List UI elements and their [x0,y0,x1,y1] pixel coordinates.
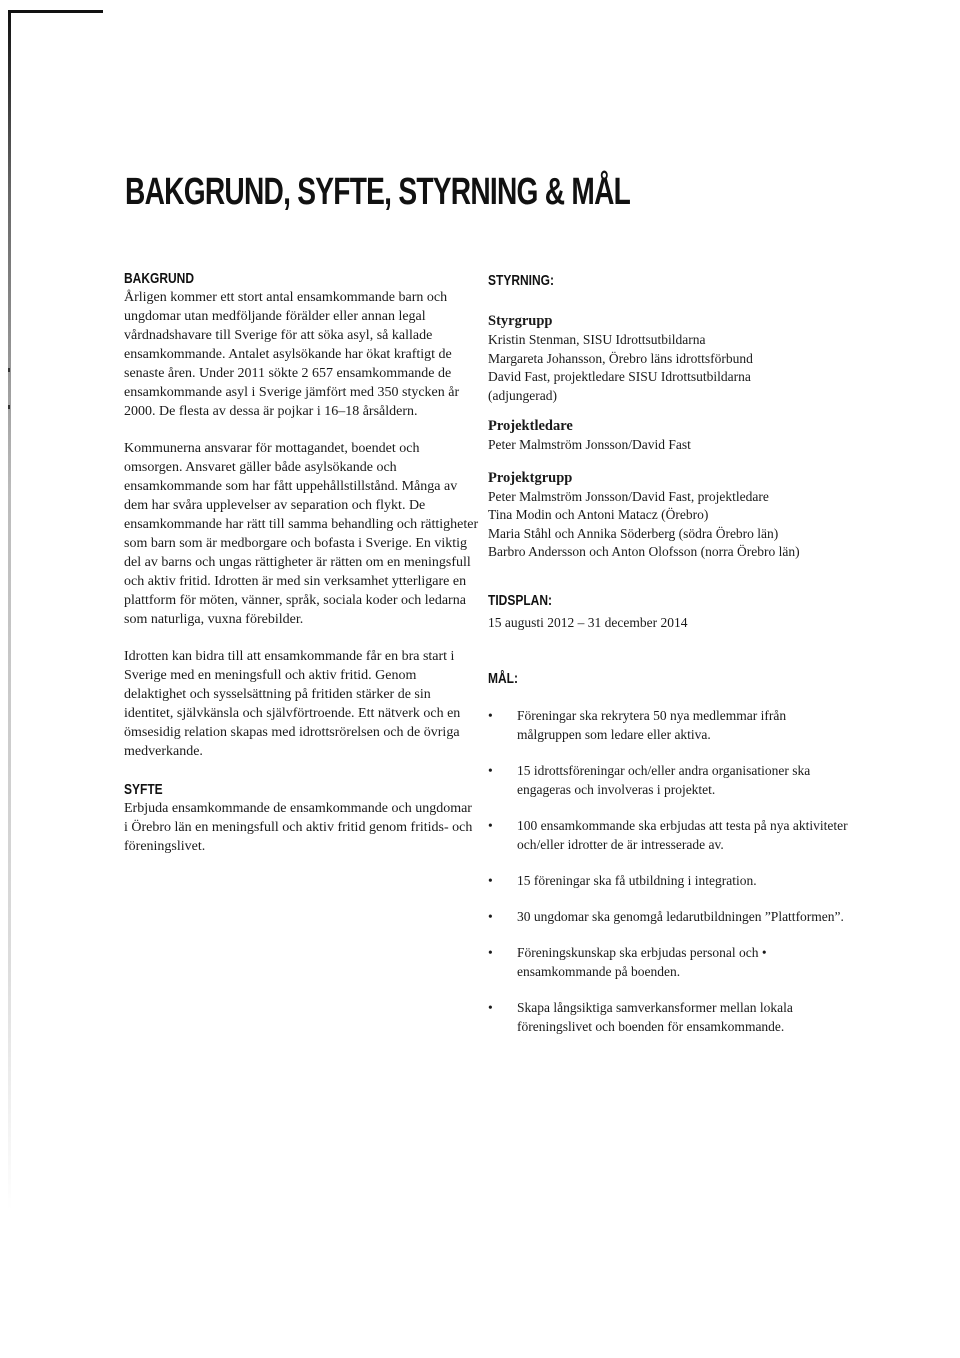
bullet-icon: • [488,873,493,888]
mal-heading: MÅL: [488,670,518,687]
projektledare-line: Peter Malmström Jonsson/David Fast [488,437,691,452]
left-column [124,270,479,856]
bullet-icon: • [488,909,493,924]
bullet-icon: • [488,763,493,778]
scan-border-left [8,10,11,1210]
bullet-icon: • [488,1000,493,1015]
list-item [488,907,848,926]
syfte-text: Erbjuda ensamkommande de ensamkommande och ungdomar i Örebro län en meningsfull och aktiv fritid genom fritids- och föreningslivet. [124,801,473,854]
projektgrupp-line: Barbro Andersson och Anton Olofsson (norra Örebro län) [488,544,800,559]
scan-speck [8,368,10,372]
styrgrupp-line: Kristin Stenman, SISU Idrottsutbildarna [488,332,706,347]
scan-speck [8,405,10,409]
bakgrund-heading: BAKGRUND [124,270,194,287]
tidsplan-text: 15 augusti 2012 – 31 december 2014 [488,614,688,630]
bakgrund-paragraph-2: Kommunerna ansvarar för mottagandet, boendet och omsorgen. Ansvaret gäller både asylsökande och ensamkommande som har fått uppehållstillstånd. Många av dem har svåra upplevelser av separation och flykt. De ensamkommande har rätt till samma behandling och rättigheter som barn som är medborgare och bofasta i Sverige. En viktig del av barns och ungas rättigheter är rätten om en meningsfull och aktiv fritid. Idrotten är med sin verksamhet ytterligare en plattform för möten, vänner, språk, sociala koder och ledarna som naturliga, vuxna förebilder. [124,441,479,627]
projektgrupp-line: Peter Malmström Jonsson/David Fast, projektledare [488,488,769,504]
goal-text: 100 ensamkommande ska erbjudas att testa på nya aktiviteter och/eller idrotter de är intresserade av. [517,818,848,852]
bullet-icon: • [488,818,493,833]
styrgrupp-line: David Fast, projektledare SISU Idrottsutbildarna [488,369,751,384]
goal-text: Föreningar ska rekrytera 50 nya medlemmar ifrån målgruppen som ledare eller aktiva. [517,708,787,742]
goal-text: 15 föreningar ska få utbildning i integration. [517,873,757,888]
list-item [488,706,848,744]
list-item [488,761,848,799]
styrgrupp-line: (adjungerad) [488,387,557,403]
goal-text: Skapa långsiktiga samverkansformer mellan lokala föreningslivet och boenden för ensamkommande. [517,1000,793,1034]
list-item [488,943,848,981]
tidsplan-heading: TIDSPLAN: [488,591,552,609]
list-item [488,998,848,1036]
projektgrupp-heading: Projektgrupp [488,469,573,486]
goal-text: 30 ungdomar ska genomgå ledarutbildningen ”Plattformen”. [517,909,844,924]
syfte-heading: SYFTE [124,781,163,798]
goal-text: Föreningskunskap ska erbjudas personal och • ensamkommande på boenden. [517,945,767,979]
bullet-icon: • [488,708,493,723]
bakgrund-paragraph-3: Idrotten kan bidra till att ensamkommande får en bra start i Sverige med en meningsfull och aktiv fritid. Genom delaktighet och sysselsättning på fritiden stärker de sin identitet, självkänsla och självförtroende. Ett nätverk och en ömsesidig relation skapas med idrottsrörelsen och de övriga medverkande. [124,649,461,759]
list-item [488,871,848,890]
styrgrupp-line: Margareta Johansson, Örebro läns idrottsförbund [488,350,753,366]
bakgrund-paragraph-1: Årligen kommer ett stort antal ensamkommande barn och ungdomar utan medföljande förälder eller annan legal vårdnadshavare till Sverige för att söka asyl, så kallade ensamkommande. Antalet asylsökande har ökat kraftigt de senaste åren. Under 2011 sökte 2 657 ensamkommande de ensamkommande asyl i Sverige jämfört med 350 stycken år 2000. De flesta av dessa är pojkar i 16–18 årsåldern. [124,290,460,419]
styrning-heading: STYRNING: [488,272,554,289]
list-item [488,816,848,854]
goal-text: 15 idrottsföreningar och/eller andra organisationer ska engageras och involveras i projektet. [517,763,811,797]
scan-border-top [8,10,103,13]
projektgrupp-line: Maria Ståhl och Annika Söderberg (södra Örebro län) [488,525,779,541]
page-title: BAKGRUND, SYFTE, STYRNING & MÅL [125,171,631,213]
right-column [488,272,848,1053]
bullet-icon: • [488,945,493,960]
projektgrupp-line: Tina Modin och Antoni Matacz (Örebro) [488,507,709,522]
styrgrupp-heading: Styrgrupp [488,313,553,329]
goals-list [488,706,848,1036]
projektledare-heading: Projektledare [488,418,573,434]
